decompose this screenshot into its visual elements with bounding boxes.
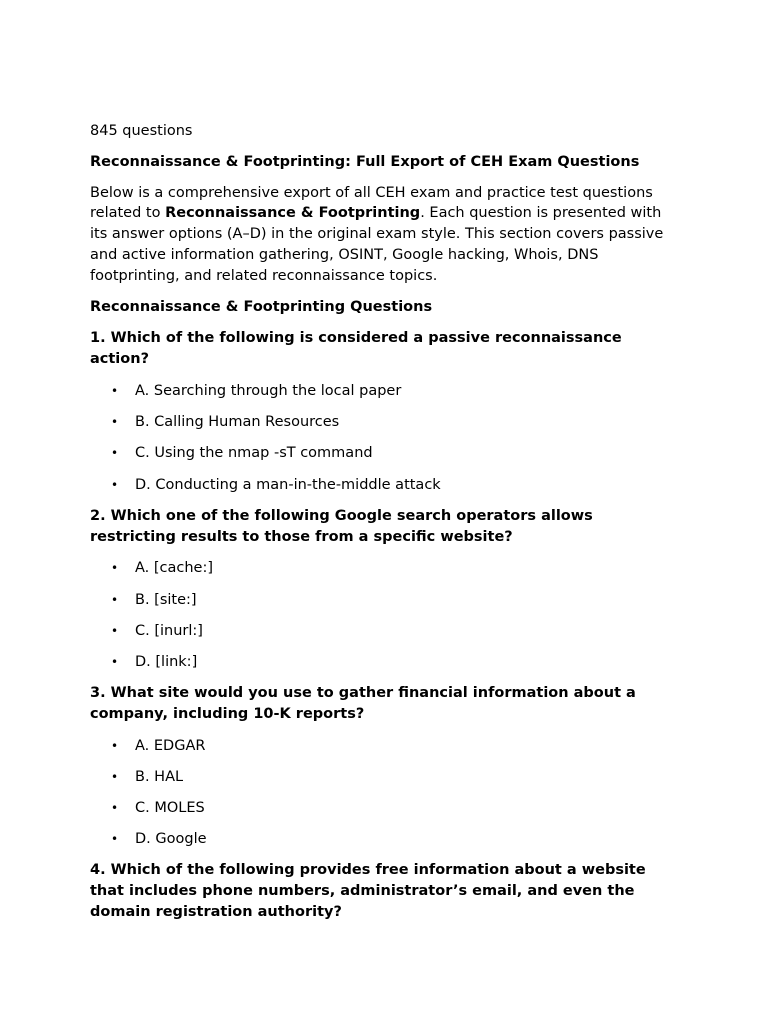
option-text: B. [site:]: [135, 591, 197, 608]
bullet-icon: •: [111, 383, 119, 398]
intro-topic-bold: Reconnaissance & Footprinting: [165, 205, 421, 222]
bullet-icon: •: [111, 623, 119, 638]
question-4: [90, 860, 682, 922]
answer-options: [90, 736, 682, 850]
question-count: 845 questions: [90, 123, 193, 139]
bullet-icon: •: [111, 446, 119, 461]
bullet-icon: •: [111, 592, 119, 607]
intro-text-before: Below is a comprehensive export of all CEH exam and practice test questions related to: [90, 184, 653, 222]
option-text: D. Google: [135, 831, 207, 848]
document-page: [90, 121, 682, 934]
page-title: Reconnaissance & Footprinting: Full Export of CEH Exam Questions: [90, 153, 640, 170]
question-text: 4. Which of the following provides free information about a website that includes phone numbers, administrator’s email, and even the domain registration authority?: [90, 862, 646, 920]
answer-options: [90, 558, 682, 672]
answer-option: [90, 829, 682, 850]
answer-option: [90, 798, 682, 819]
bullet-icon: •: [111, 654, 119, 669]
bullet-icon: •: [111, 832, 119, 847]
bullet-icon: •: [111, 738, 119, 753]
answer-option: [90, 621, 682, 642]
intro-paragraph: [90, 183, 682, 287]
question-1: [90, 328, 682, 495]
answer-option: [90, 590, 682, 611]
option-text: C. Using the nmap -sT command: [135, 445, 373, 462]
question-2: [90, 506, 682, 673]
option-text: B. Calling Human Resources: [135, 414, 340, 431]
bullet-icon: •: [111, 561, 119, 576]
section-heading: Reconnaissance & Footprinting Questions: [90, 298, 433, 315]
answer-option: [90, 736, 682, 757]
bullet-icon: •: [111, 477, 119, 492]
answer-option: [90, 652, 682, 673]
answer-option: [90, 412, 682, 433]
answer-option: [90, 767, 682, 788]
question-text: 3. What site would you use to gather financial information about a company, including 10-K reports?: [90, 685, 636, 722]
bullet-icon: •: [111, 415, 119, 430]
question-3: [90, 683, 682, 850]
answer-option: [90, 475, 682, 496]
answer-options: [90, 381, 682, 495]
option-text: C. MOLES: [135, 800, 205, 817]
option-text: D. Conducting a man-in-the-middle attack: [135, 476, 441, 493]
bullet-icon: •: [111, 801, 119, 816]
question-text: 1. Which of the following is considered a passive reconnaissance action?: [90, 330, 622, 368]
answer-option: [90, 381, 682, 402]
option-text: A. EDGAR: [135, 737, 206, 754]
option-text: D. [link:]: [135, 653, 198, 670]
question-text: 2. Which one of the following Google search operators allows restricting results to those from a specific website?: [90, 507, 593, 545]
option-text: A. Searching through the local paper: [135, 382, 402, 399]
option-text: B. HAL: [135, 768, 184, 785]
option-text: C. [inurl:]: [135, 622, 203, 639]
answer-option: [90, 558, 682, 579]
intro-text-after: . Each question is presented with its answer options (A–D) in the original exam style. This section covers passive and active information gathering, OSINT, Google hacking, Whois, DNS footprinting, and related reconnaissance topics.: [90, 205, 664, 284]
bullet-icon: •: [111, 769, 119, 784]
answer-option: [90, 443, 682, 464]
option-text: A. [cache:]: [135, 560, 214, 577]
